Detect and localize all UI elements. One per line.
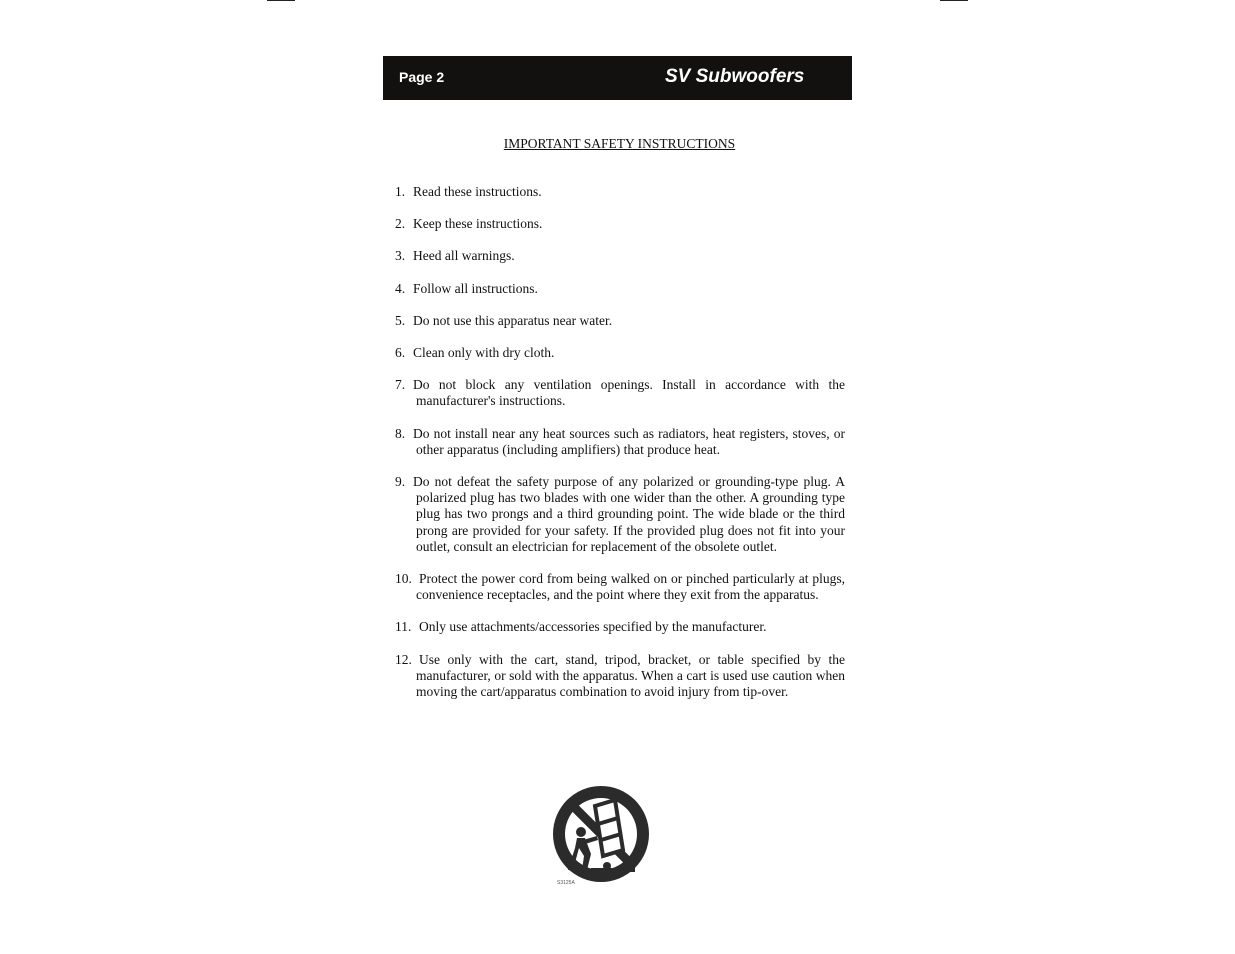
instruction-number: 8. <box>395 425 406 441</box>
instruction-text: Keep these instructions. <box>413 216 543 232</box>
crop-mark-left <box>267 0 295 1</box>
instructions-list <box>395 184 845 716</box>
instruction-number: 3. <box>395 248 406 264</box>
instruction-item <box>395 652 845 701</box>
instruction-text: Do not use this apparatus near water. <box>413 312 613 328</box>
instruction-number: 7. <box>395 377 406 393</box>
page-header <box>383 56 852 100</box>
instruction-number: 4. <box>395 280 406 296</box>
instruction-item <box>395 377 845 409</box>
instruction-text: Do not defeat the safety purpose of any polarized or grounding-type plug. A polarized plug has two blades with one wider than the other. A grounding type plug has two prongs and a third grounding point. The wide blade or the third prong are provided for your safety. If the provided plug does not fit into your outlet, consult an electrician for replacement of the obsolete outlet. <box>413 474 845 554</box>
instruction-item <box>395 248 845 264</box>
instruction-item <box>395 184 845 200</box>
instruction-item <box>395 571 845 603</box>
instruction-number: 2. <box>395 216 406 232</box>
instruction-text: Do not install near any heat sources such as radiators, heat registers, stoves, or other apparatus (including amplifiers) that produce heat. <box>413 425 845 457</box>
crop-mark-right <box>940 0 968 1</box>
instruction-item <box>395 426 845 458</box>
manual-page <box>383 56 852 886</box>
instruction-number: 6. <box>395 345 406 361</box>
instruction-number: 5. <box>395 312 406 328</box>
instruction-text: Use only with the cart, stand, tripod, bracket, or table specified by the manufacturer, or sold with the apparatus. When a cart is used use caution when moving the cart/apparatus combination to avoid injury from tip-over. <box>416 651 845 700</box>
instruction-text: Heed all warnings. <box>413 248 515 264</box>
page-number: Page 2 <box>399 69 445 85</box>
symbol-caption: S3125A <box>557 880 575 886</box>
cart-wheel <box>621 862 629 870</box>
cart-tipover-warning-icon <box>551 784 651 888</box>
instruction-number: 11. <box>395 619 412 635</box>
instruction-number: 12. <box>395 651 412 667</box>
instruction-item <box>395 313 845 329</box>
instruction-item <box>395 216 845 232</box>
instruction-text: Clean only with dry cloth. <box>413 345 555 361</box>
instruction-text: Follow all instructions. <box>413 280 538 296</box>
warning-symbol-graphic <box>551 784 651 888</box>
instruction-text: Protect the power cord from being walked on or pinched particularly at plugs, convenience receptacles, and the point where they exit from the apparatus. <box>416 571 845 603</box>
instruction-item <box>395 619 845 635</box>
instruction-item <box>395 474 845 555</box>
instruction-number: 1. <box>395 184 406 199</box>
cart-wheel <box>603 862 611 870</box>
instruction-number: 9. <box>395 474 406 490</box>
instruction-item <box>395 345 845 361</box>
instruction-number: 10. <box>395 571 412 587</box>
brand-title: SV Subwoofers <box>665 66 805 87</box>
instruction-text: Only use attachments/accessories specified by the manufacturer. <box>419 619 767 635</box>
instruction-item <box>395 281 845 297</box>
instruction-text: Read these instructions. <box>413 184 542 199</box>
safety-title: IMPORTANT SAFETY INSTRUCTIONS <box>503 136 736 151</box>
instruction-text: Do not block any ventilation openings. Install in accordance with the manufacturer's instructions. <box>413 377 845 409</box>
